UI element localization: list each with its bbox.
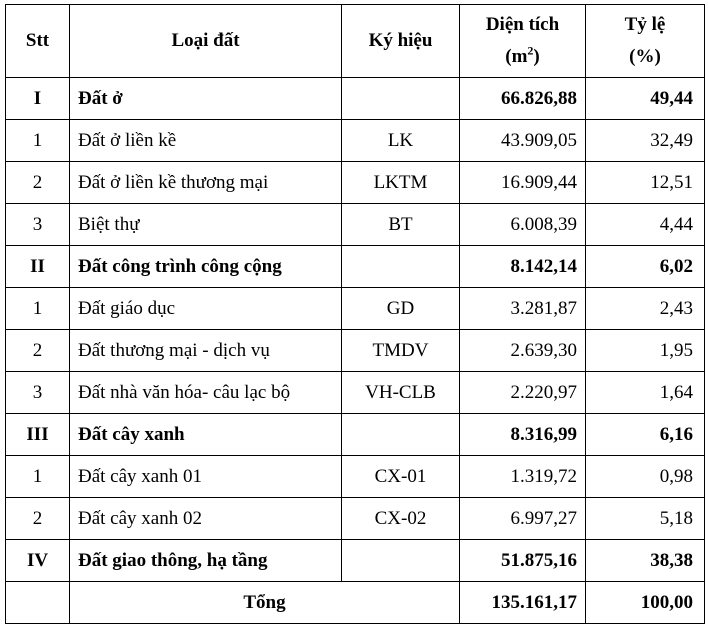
cell-ky-hieu: TMDV [342,330,460,372]
cell-ty-le: 2,43 [586,288,705,330]
cell-ky-hieu [342,78,460,120]
header-ty-le-label: Tỷ lệ [624,14,666,35]
header-stt: Stt [6,5,70,78]
unit-open: (m [505,46,528,67]
cell-ky-hieu: VH-CLB [342,372,460,414]
cell-stt: 2 [6,330,70,372]
header-row [6,5,705,78]
unit-close: ) [533,46,540,67]
table-row [6,540,705,582]
cell-stt: 1 [6,120,70,162]
table-row [6,162,705,204]
header-dien-tich-unit [460,41,585,73]
cell-ky-hieu: LK [342,120,460,162]
cell-stt: 1 [6,456,70,498]
table-body [6,78,705,624]
table-row [6,288,705,330]
cell-stt: 3 [6,372,70,414]
cell-dien-tich: 1.319,72 [460,456,586,498]
cell-ky-hieu: GD [342,288,460,330]
cell-loai-dat: Đất công trình công cộng [70,246,342,288]
land-use-table [5,4,705,624]
cell-ky-hieu: CX-01 [342,456,460,498]
total-ty-le: 100,00 [586,582,705,624]
cell-dien-tich: 66.826,88 [460,78,586,120]
cell-stt: I [6,78,70,120]
cell-loai-dat: Biệt thự [70,204,342,246]
cell-loai-dat: Đất ở [70,78,342,120]
cell-loai-dat: Đất cây xanh 01 [70,456,342,498]
header-ky-hieu: Ký hiệu [342,5,460,78]
header-loai-dat: Loại đất [70,5,342,78]
cell-loai-dat: Đất cây xanh 02 [70,498,342,540]
cell-ty-le: 0,98 [586,456,705,498]
cell-ty-le: 32,49 [586,120,705,162]
cell-ty-le: 12,51 [586,162,705,204]
cell-stt: 3 [6,204,70,246]
cell-stt: III [6,414,70,456]
cell-ty-le: 38,38 [586,540,705,582]
cell-ty-le: 6,16 [586,414,705,456]
table-row [6,78,705,120]
cell-loai-dat: Đất ở liền kề thương mại [70,162,342,204]
table-row [6,456,705,498]
cell-loai-dat: Đất thương mại - dịch vụ [70,330,342,372]
cell-ty-le: 4,44 [586,204,705,246]
cell-ky-hieu: CX-02 [342,498,460,540]
cell-stt: 2 [6,498,70,540]
total-stt [6,582,70,624]
header-ty-le-unit: (%) [629,46,661,67]
cell-ky-hieu [342,246,460,288]
cell-loai-dat: Đất nhà văn hóa- câu lạc bộ [70,372,342,414]
cell-dien-tich: 6.008,39 [460,204,586,246]
cell-ty-le: 5,18 [586,498,705,540]
table-row [6,204,705,246]
cell-dien-tich: 16.909,44 [460,162,586,204]
header-dien-tich [460,5,586,78]
unit-superscript: 2 [527,43,534,58]
cell-dien-tich: 2.639,30 [460,330,586,372]
cell-ty-le: 1,95 [586,330,705,372]
cell-dien-tich: 8.142,14 [460,246,586,288]
cell-loai-dat: Đất ở liền kề [70,120,342,162]
cell-stt: 1 [6,288,70,330]
table-row [6,414,705,456]
cell-dien-tich: 3.281,87 [460,288,586,330]
cell-loai-dat: Đất giao thông, hạ tầng [70,540,342,582]
total-dien-tich: 135.161,17 [460,582,586,624]
cell-dien-tich: 51.875,16 [460,540,586,582]
cell-stt: IV [6,540,70,582]
cell-ky-hieu: BT [342,204,460,246]
cell-stt: 2 [6,162,70,204]
cell-ky-hieu [342,540,460,582]
cell-loai-dat: Đất giáo dục [70,288,342,330]
table-row [6,498,705,540]
cell-dien-tich: 2.220,97 [460,372,586,414]
header-dien-tich-label: Diện tích [485,14,560,35]
cell-dien-tich: 8.316,99 [460,414,586,456]
table-row [6,330,705,372]
cell-dien-tich: 43.909,05 [460,120,586,162]
header-ty-le [586,5,705,78]
total-row [6,582,705,624]
cell-loai-dat: Đất cây xanh [70,414,342,456]
cell-stt: II [6,246,70,288]
cell-ty-le: 49,44 [586,78,705,120]
table-row [6,372,705,414]
cell-ty-le: 1,64 [586,372,705,414]
table-row [6,120,705,162]
cell-ky-hieu: LKTM [342,162,460,204]
table-row [6,246,705,288]
cell-dien-tich: 6.997,27 [460,498,586,540]
total-label: Tổng [70,582,460,624]
cell-ty-le: 6,02 [586,246,705,288]
cell-ky-hieu [342,414,460,456]
